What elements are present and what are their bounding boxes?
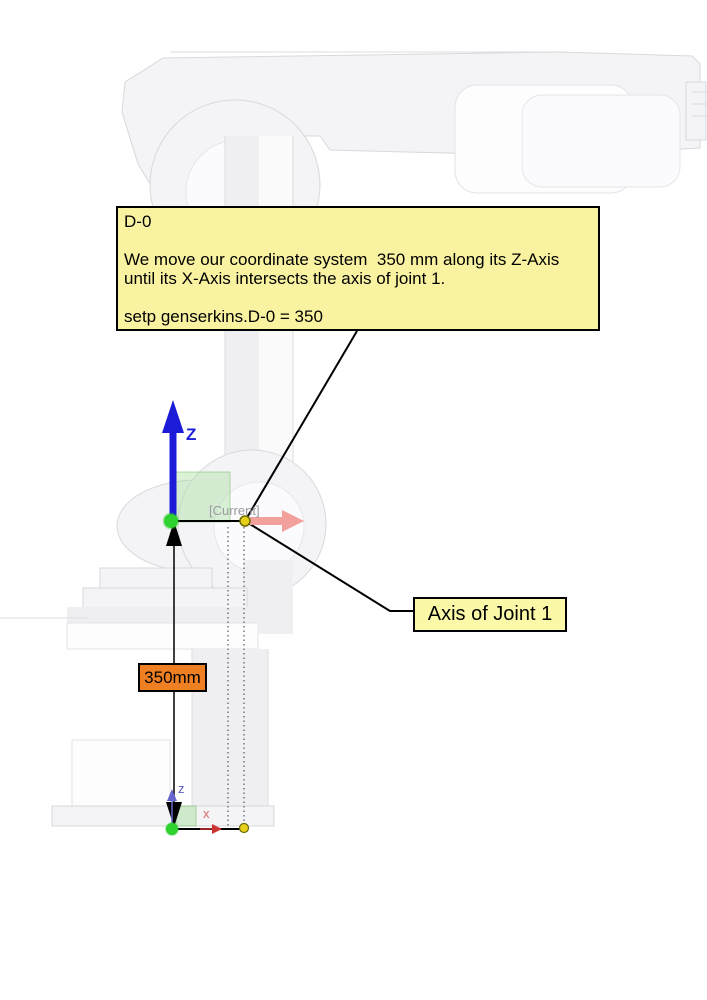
note-command: setp genserkins.D-0 = 350 [124,307,323,326]
origin-marker-bottom [166,823,178,835]
note-box [116,206,600,331]
mini-x-axis-label: x [203,806,210,821]
note-body-line-1: We move our coordinate system 350 mm along its Z-Axis [124,250,560,269]
note-title: D-0 [124,212,152,231]
robot-render [0,52,707,826]
z-axis-label: Z [186,425,197,444]
axis-of-joint-callout: Axis of Joint 1 [413,597,567,632]
dimension-label: 350mm [138,663,207,692]
current-frame-label: [Current] [209,503,260,518]
joint-axis-marker-bottom [240,824,249,833]
origin-marker-top [164,514,178,528]
note-body-line-2: until its X-Axis intersects the axis of joint 1. [124,269,446,288]
mini-z-axis-label: z [178,781,185,796]
